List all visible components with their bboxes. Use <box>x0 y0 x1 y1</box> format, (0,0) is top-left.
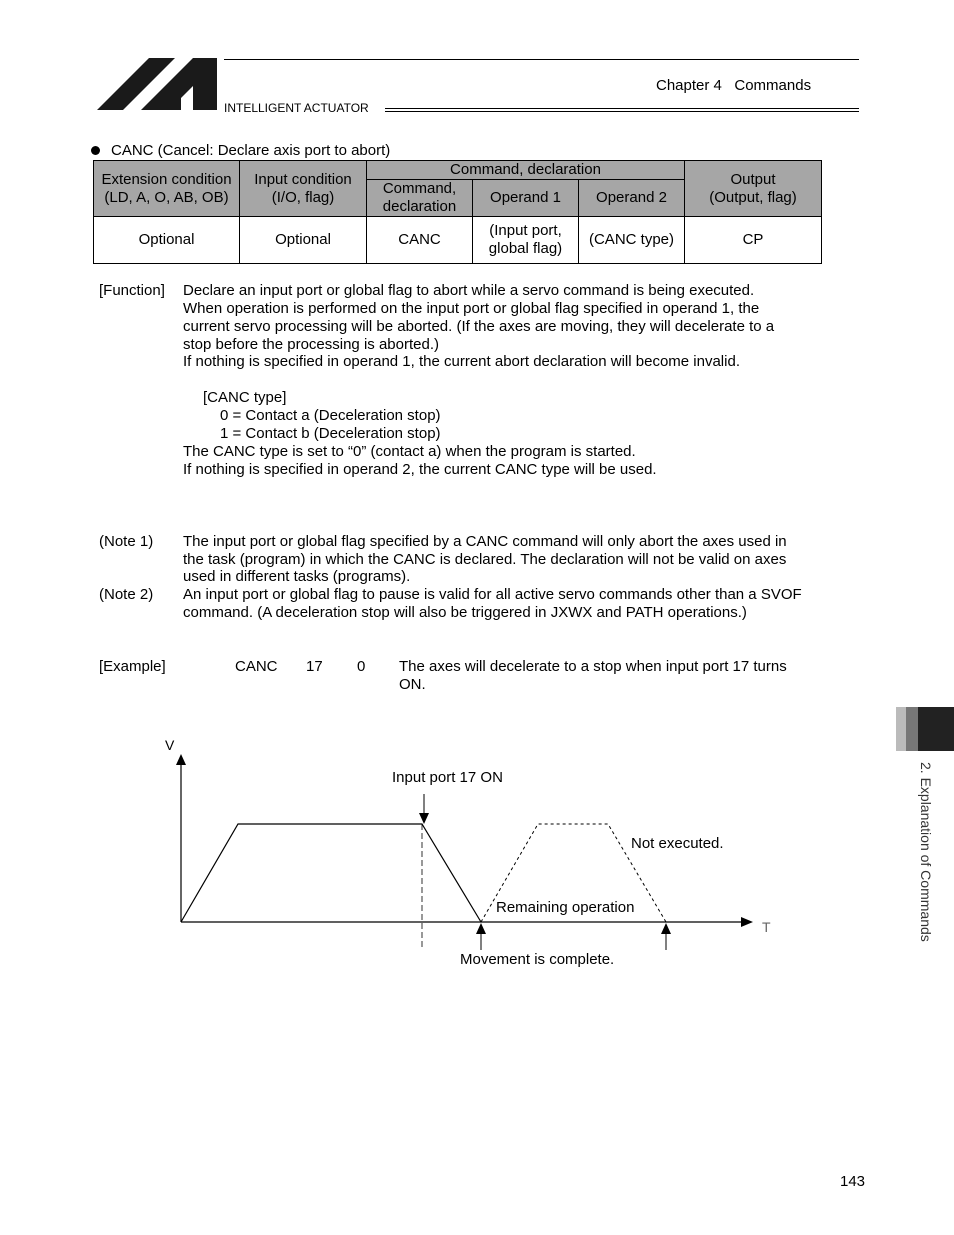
section-title: CANC (Cancel: Declare axis port to abort) <box>111 142 391 159</box>
function-line-2: When operation is performed on the input port or global flag specified in operand 1, the <box>183 300 760 317</box>
canc-type-title: [CANC type] <box>203 389 287 406</box>
complete-arrow-head <box>476 923 486 934</box>
note-2-label: (Note 2) <box>99 586 154 603</box>
note-1-label: (Note 1) <box>99 533 154 550</box>
note-2-line-2: command. (A deceleration stop will also be triggered in JXWX and PATH operations.) <box>183 604 747 621</box>
example-label: [Example] <box>99 658 166 675</box>
function-line-1: Declare an input port or global flag to abort while a servo command is being executed. <box>183 282 755 299</box>
header-operand-2: Operand 2 <box>579 180 685 217</box>
input-port-label: Input port 17 ON <box>392 769 503 786</box>
example-operand-1: 17 <box>306 658 323 675</box>
cell-extension: Optional <box>94 217 240 264</box>
cell-output: CP <box>685 217 822 264</box>
header-output: Output (Output, flag) <box>685 161 822 217</box>
t-axis-arrow <box>741 917 753 927</box>
note-1-line-2: the task (program) in which the CANC is declared. The declaration will not be valid on axes <box>183 551 787 568</box>
company-name: INTELLIGENT ACTUATOR <box>224 101 369 115</box>
note-2-line-1: An input port or global flag to pause is valid for all active servo commands other than a SVOF <box>183 586 802 603</box>
chapter-title: Chapter 4 Commands <box>656 77 812 94</box>
side-tab-text: 2. Explanation of Commands <box>918 762 934 942</box>
side-tab-dark <box>918 707 954 751</box>
end-arrow-head <box>661 923 671 934</box>
function-line-4: stop before the processing is aborted.) <box>183 336 439 353</box>
cell-operand-1: (Input port, global flag) <box>473 217 579 264</box>
canc-type-0: 0 = Contact a (Deceleration stop) <box>220 407 441 424</box>
function-after-1: The CANC type is set to “0” (contact a) when the program is started. <box>183 443 636 460</box>
not-executed-label: Not executed. <box>631 835 724 852</box>
header-command: Command, declaration <box>367 180 473 217</box>
cell-command: CANC <box>367 217 473 264</box>
cell-operand-2: (CANC type) <box>579 217 685 264</box>
example-desc-1: The axes will decelerate to a stop when input port 17 turns <box>399 658 787 675</box>
t-label: T <box>762 919 771 935</box>
function-label: [Function] <box>99 282 165 299</box>
function-line-5: If nothing is specified in operand 1, the current abort declaration will become invalid. <box>183 353 740 370</box>
header-command-group: Command, declaration <box>367 161 685 180</box>
example-operand-2: 0 <box>357 658 366 675</box>
canc-type-1: 1 = Contact b (Deceleration stop) <box>220 425 441 442</box>
header-operand-1: Operand 1 <box>473 180 579 217</box>
side-tab-light <box>896 707 906 751</box>
executed-profile <box>181 824 481 922</box>
cell-input: Optional <box>240 217 367 264</box>
example-command: CANC <box>235 658 278 675</box>
note-1-line-1: The input port or global flag specified by a CANC command will only abort the axes used in <box>183 533 787 550</box>
note-1-line-3: used in different tasks (programs). <box>183 568 411 585</box>
function-after-2: If nothing is specified in operand 2, the current CANC type will be used. <box>183 461 657 478</box>
header-input-condition: Input condition (I/O, flag) <box>240 161 367 217</box>
v-axis-arrow <box>176 754 186 765</box>
remaining-label: Remaining operation <box>496 899 635 916</box>
complete-label: Movement is complete. <box>460 951 615 968</box>
page-number: 143 <box>840 1173 866 1190</box>
side-tab-mid <box>906 707 918 751</box>
input-arrow-head <box>419 813 429 824</box>
example-desc-2: ON. <box>399 676 426 693</box>
header-extension-condition: Extension condition (LD, A, O, AB, OB) <box>94 161 240 217</box>
function-line-3: current servo processing will be aborted. (If the axes are moving, they will decelerate to a <box>183 318 775 335</box>
v-label: V <box>165 737 175 753</box>
